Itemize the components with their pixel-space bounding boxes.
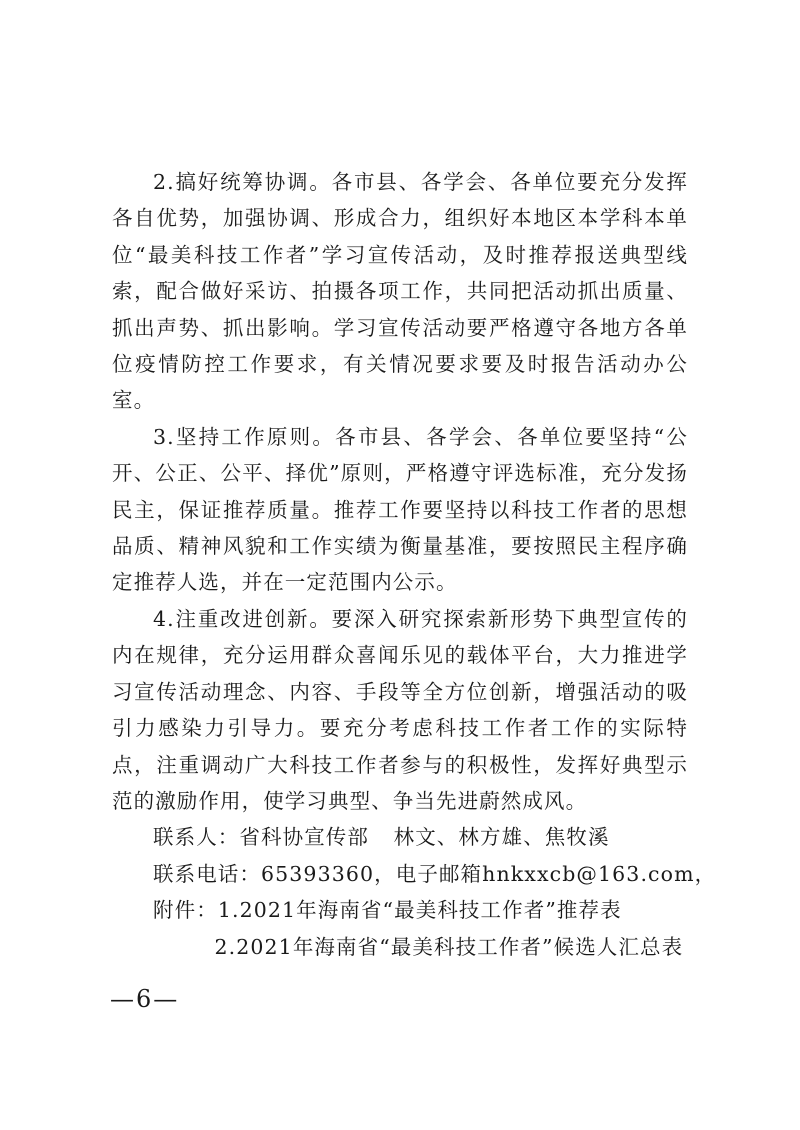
contact-department: 省科协宣传部 (239, 825, 370, 850)
attachment-line-1 (112, 892, 688, 928)
attachment-label: 附件： (153, 898, 218, 923)
contact-phone: 65393360， (261, 861, 396, 886)
attachment-item-2: 2.2021年海南省“最美科技工作者”候选人汇总表 (214, 934, 684, 959)
contact-email-label: 电子邮箱 (395, 861, 483, 886)
document-body (112, 164, 717, 965)
paragraph-coordination: 2.搞好统筹协调。各市县、各学会、各单位要充分发挥各自优势，加强协调、形成合力，组织好本地区本学科本单位“最美科技工作者”学习宣传活动，及时推荐报送典型线索，配合做好采访、拍摄各项工作，共同把活动抓出质量、抓出声势、抓出影响。学习宣传活动要严格遵守各地方各单位疫情防控工作要求，有关情况要求要及时报告活动办公室。 (112, 170, 688, 413)
attachment-line-2 (112, 929, 688, 965)
page-number: —6— (110, 985, 180, 1013)
contact-phone-line (112, 856, 717, 892)
contact-names: 林文、林方雄、焦牧溪 (393, 825, 610, 850)
paragraph-principles: 3.坚持工作原则。各市县、各学会、各单位要坚持“公开、公正、公平、择优”原则，严格遵守评选标准，充分发扬民主，保证推荐质量。推荐工作要坚持以科技工作者的思想品质、精神风貌和工作实绩为衡量基准，要按照民主程序确定推荐人选，并在一定范围内公示。 (112, 424, 688, 595)
paragraph-innovation: 4.注重改进创新。要深入研究探索新形势下典型宣传的内在规律，充分运用群众喜闻乐见的载体平台，大力推进学习宣传活动理念、内容、手段等全方位创新，增强活动的吸引力感染力引导力。要充分考虑科技工作者工作的实际特点，注重调动广大科技工作者参与的积极性，发挥好典型示范的激励作用，使学习典型、争当先进蔚然成风。 (112, 606, 688, 813)
contact-person-label: 联系人： (153, 825, 240, 850)
contact-phone-label: 联系电话： (153, 861, 261, 886)
contact-person-line (112, 819, 688, 855)
contact-email: hnkxxcb@163.com， (482, 861, 717, 886)
attachment-item-1: 1.2021年海南省“最美科技工作者”推荐表 (217, 898, 622, 923)
